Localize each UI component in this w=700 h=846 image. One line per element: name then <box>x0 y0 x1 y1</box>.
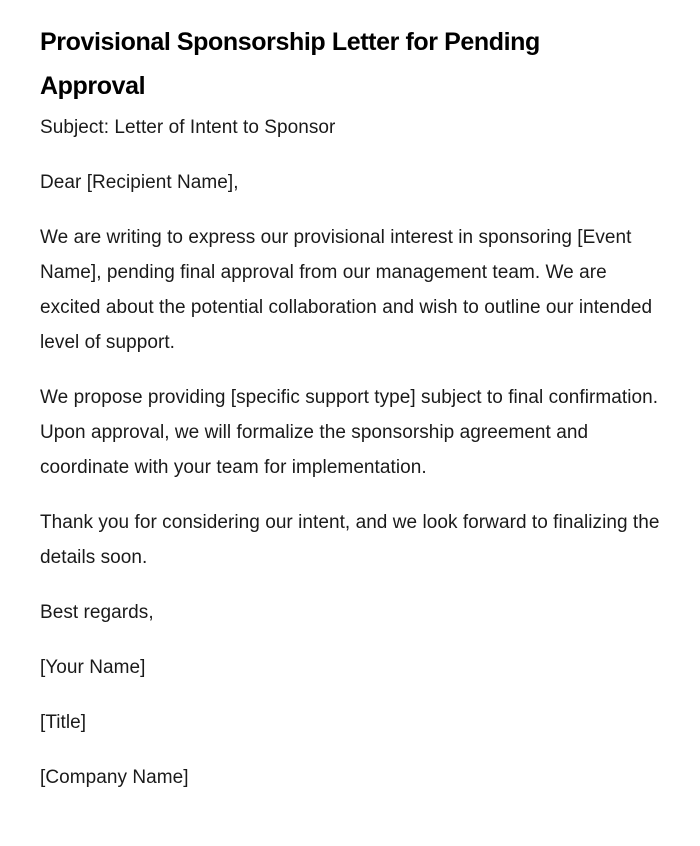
signature-title: [Title] <box>40 712 87 733</box>
closing: Best regards, <box>40 602 154 623</box>
signature-company: [Company Name] <box>40 767 189 788</box>
body-paragraph-3: Thank you for considering our intent, and we look forward to finalizing the details soon. <box>40 512 660 568</box>
body-paragraph-1: We are writing to express our provisional interest in sponsoring [Event Name], pending final approval from our management team. We are excited about the potential collaboration and wish to outline our intended level of support. <box>40 227 653 353</box>
document-title: Provisional Sponsorship Letter for Pending Approval <box>40 28 540 100</box>
body-paragraph-2: We propose providing [specific support type] subject to final confirmation. Upon approval, we will formalize the sponsorship agreement and coordinate with your team for implementation. <box>40 387 659 478</box>
signature-name: [Your Name] <box>40 657 146 678</box>
subject-line: Subject: Letter of Intent to Sponsor <box>40 117 336 138</box>
salutation: Dear [Recipient Name], <box>40 172 239 193</box>
